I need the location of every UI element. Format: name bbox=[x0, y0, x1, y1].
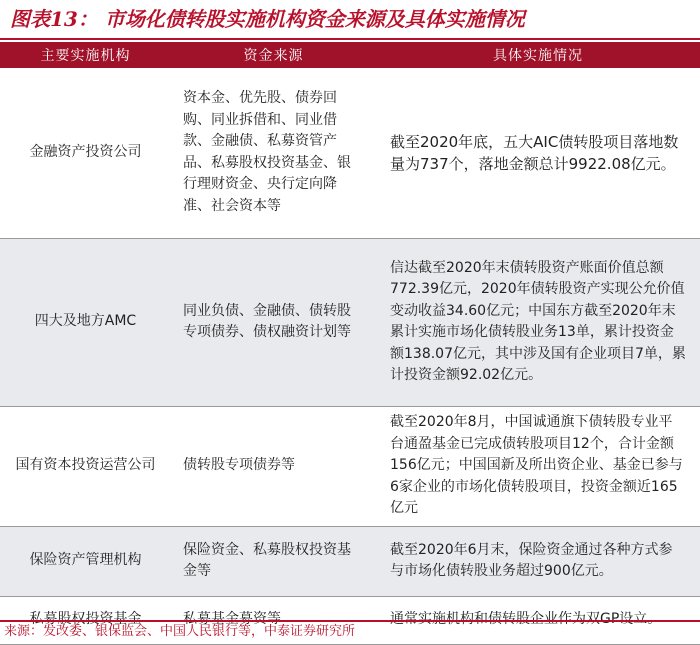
details-cell: 截至2020年底，五大AIC债转股项目落地数量为737个，落地金额总计9922.08亿元。 bbox=[376, 68, 700, 238]
header-institution: 主要实施机构 bbox=[0, 42, 171, 68]
details-cell: 通常实施机构和债转股企业作为双GP设立。 bbox=[376, 596, 700, 644]
header-funding: 资金来源 bbox=[171, 42, 376, 68]
table-row bbox=[0, 406, 700, 526]
table-row bbox=[0, 238, 700, 406]
header-details: 具体实施情况 bbox=[376, 42, 700, 68]
institution-cell: 保险资产管理机构 bbox=[0, 526, 171, 596]
funding-cell: 私募基金募资等 bbox=[171, 596, 376, 644]
institution-cell: 私募股权投资基金 bbox=[0, 596, 171, 644]
title-divider bbox=[0, 38, 700, 40]
funding-table bbox=[0, 42, 700, 645]
table-row bbox=[0, 526, 700, 596]
institution-cell: 四大及地方AMC bbox=[0, 238, 171, 406]
figure-title: 图表13： 市场化债转股实施机构资金来源及具体实施情况 bbox=[10, 7, 525, 31]
institution-cell: 金融资产投资公司 bbox=[0, 68, 171, 238]
funding-cell: 保险资金、私募股权投资基金等 bbox=[171, 526, 376, 596]
institution-cell: 国有资本投资运营公司 bbox=[0, 406, 171, 526]
details-cell: 截至2020年8月，中国诚通旗下债转股专业平台通盈基金已完成债转股项目12个，合计金额156亿元；中国国新及所出资企业、基金已参与6家企业的市场化债转股项目，投资金额近165亿元 bbox=[376, 406, 700, 526]
table-row bbox=[0, 68, 700, 238]
details-cell: 截至2020年6月末，保险资金通过各种方式参与市场化债转股业务超过900亿元。 bbox=[376, 526, 700, 596]
source-note: 来源：发改委、银保监会、中国人民银行等，中泰证券研究所 bbox=[0, 620, 700, 642]
funding-cell: 同业负债、金融债、债转股专项债券、债权融资计划等 bbox=[171, 238, 376, 406]
funding-cell: 债转股专项债券等 bbox=[171, 406, 376, 526]
table-header-row bbox=[0, 42, 700, 68]
funding-cell: 资本金、优先股、债券回购、同业拆借和、同业借款、金融债、私募资管产品、私募股权投资基金、银行理财资金、央行定向降准、社会资本等 bbox=[171, 68, 376, 238]
details-cell: 信达截至2020年末债转股资产账面价值总额772.39亿元，2020年债转股资产实现公允价值变动收益34.60亿元；中国东方截至2020年末累计实施市场化债转股业务13单，累计投资金额138.07亿元，其中涉及国有企业项目7单，累计投资金额92.02亿元。 bbox=[376, 238, 700, 406]
